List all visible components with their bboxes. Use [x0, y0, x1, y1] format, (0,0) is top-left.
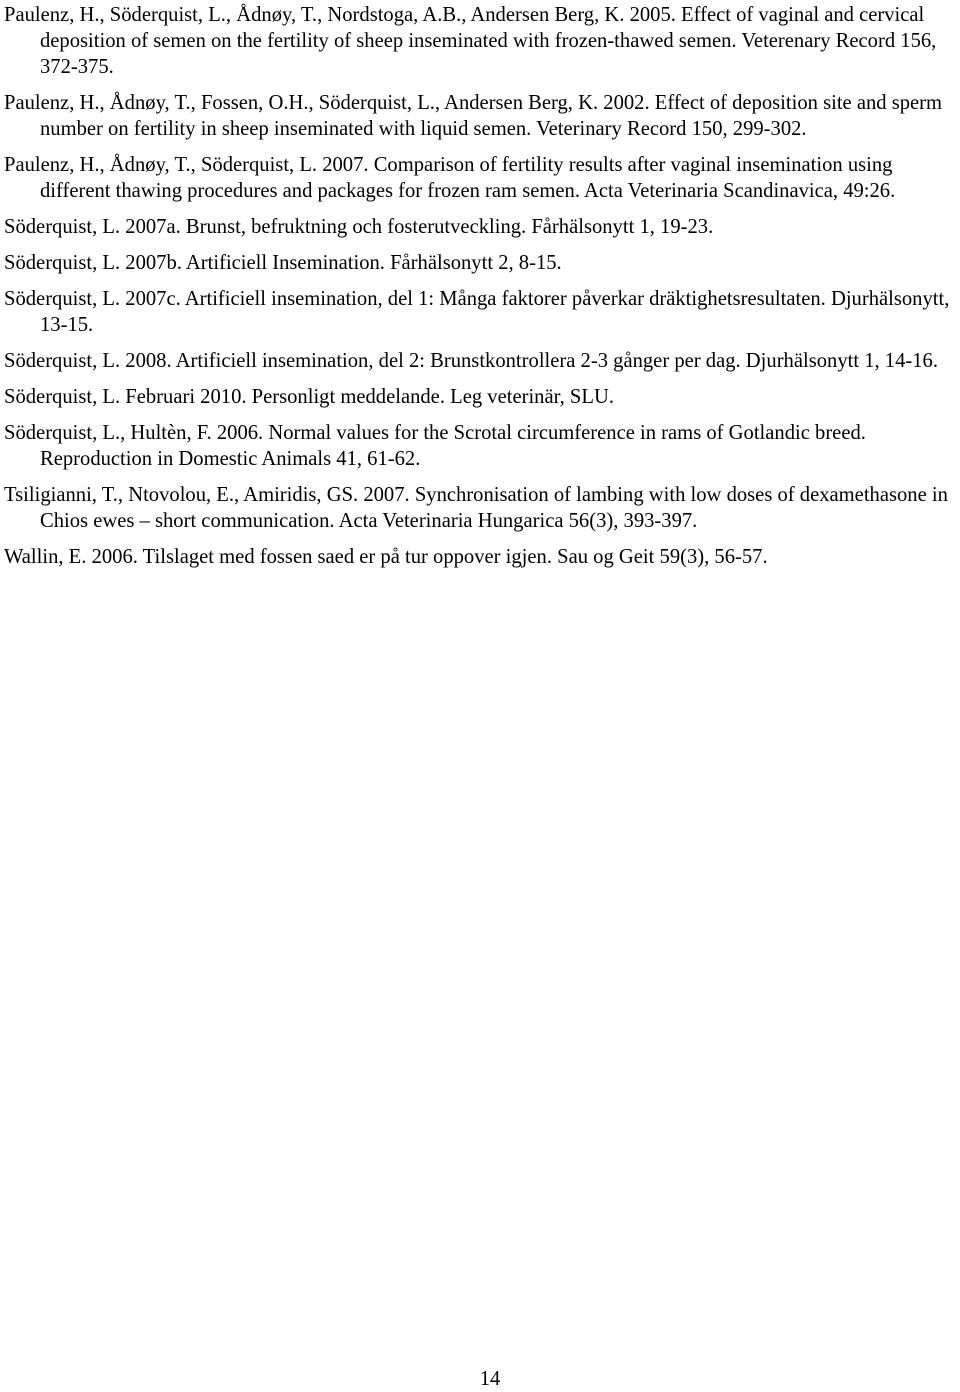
reference-entry: Söderquist, L., Hultèn, F. 2006. Normal values for the Scrotal circumference in rams of Gotlandic breed. Reproduction in Domestic Animals 41, 61-62. — [4, 422, 866, 470]
reference-entry: Söderquist, L. 2007c. Artificiell insemination, del 1: Många faktorer påverkar dräktighetsresultaten. Djurhälsonytt, 13-15. — [4, 288, 950, 336]
page-number: 14 — [479, 1368, 501, 1390]
reference-entry: Paulenz, H., Ådnøy, T., Fossen, O.H., Söderquist, L., Andersen Berg, K. 2002. Effect of deposition site and sperm number on fertility in sheep inseminated with liquid semen. Veterinary Record 150, 299-302. — [4, 92, 943, 140]
reference-entry: Paulenz, H., Söderquist, L., Ådnøy, T., Nordstoga, A.B., Andersen Berg, K. 2005. Effect of vaginal and cervical deposition of semen on the fertility of sheep inseminated with frozen-thawed semen. Veterenary Record 156, 372-375. — [4, 4, 937, 78]
reference-entry: Söderquist, L. Februari 2010. Personligt meddelande. Leg veterinär, SLU. — [4, 386, 614, 408]
reference-entry: Tsiligianni, T., Ntovolou, E., Amiridis, GS. 2007. Synchronisation of lambing with low doses of dexamethasone in Chios ewes – short communication. Acta Veterinaria Hungarica 56(3), 393-397. — [4, 484, 948, 532]
reference-entry: Söderquist, L. 2008. Artificiell insemination, del 2: Brunstkontrollera 2-3 gånger per dag. Djurhälsonytt 1, 14-16. — [4, 350, 938, 372]
reference-entry: Söderquist, L. 2007a. Brunst, befruktning och fosterutveckling. Fårhälsonytt 1, 19-23. — [4, 216, 714, 238]
reference-list — [4, 2, 960, 580]
reference-entry: Paulenz, H., Ådnøy, T., Söderquist, L. 2007. Comparison of fertility results after vaginal insemination using different thawing procedures and packages for frozen ram semen. Acta Veterinaria Scandinavica, 49:26. — [4, 154, 896, 202]
reference-entry: Söderquist, L. 2007b. Artificiell Insemination. Fårhälsonytt 2, 8-15. — [4, 252, 562, 274]
reference-entry: Wallin, E. 2006. Tilslaget med fossen saed er på tur oppover igjen. Sau og Geit 59(3), 56-57. — [4, 546, 768, 568]
